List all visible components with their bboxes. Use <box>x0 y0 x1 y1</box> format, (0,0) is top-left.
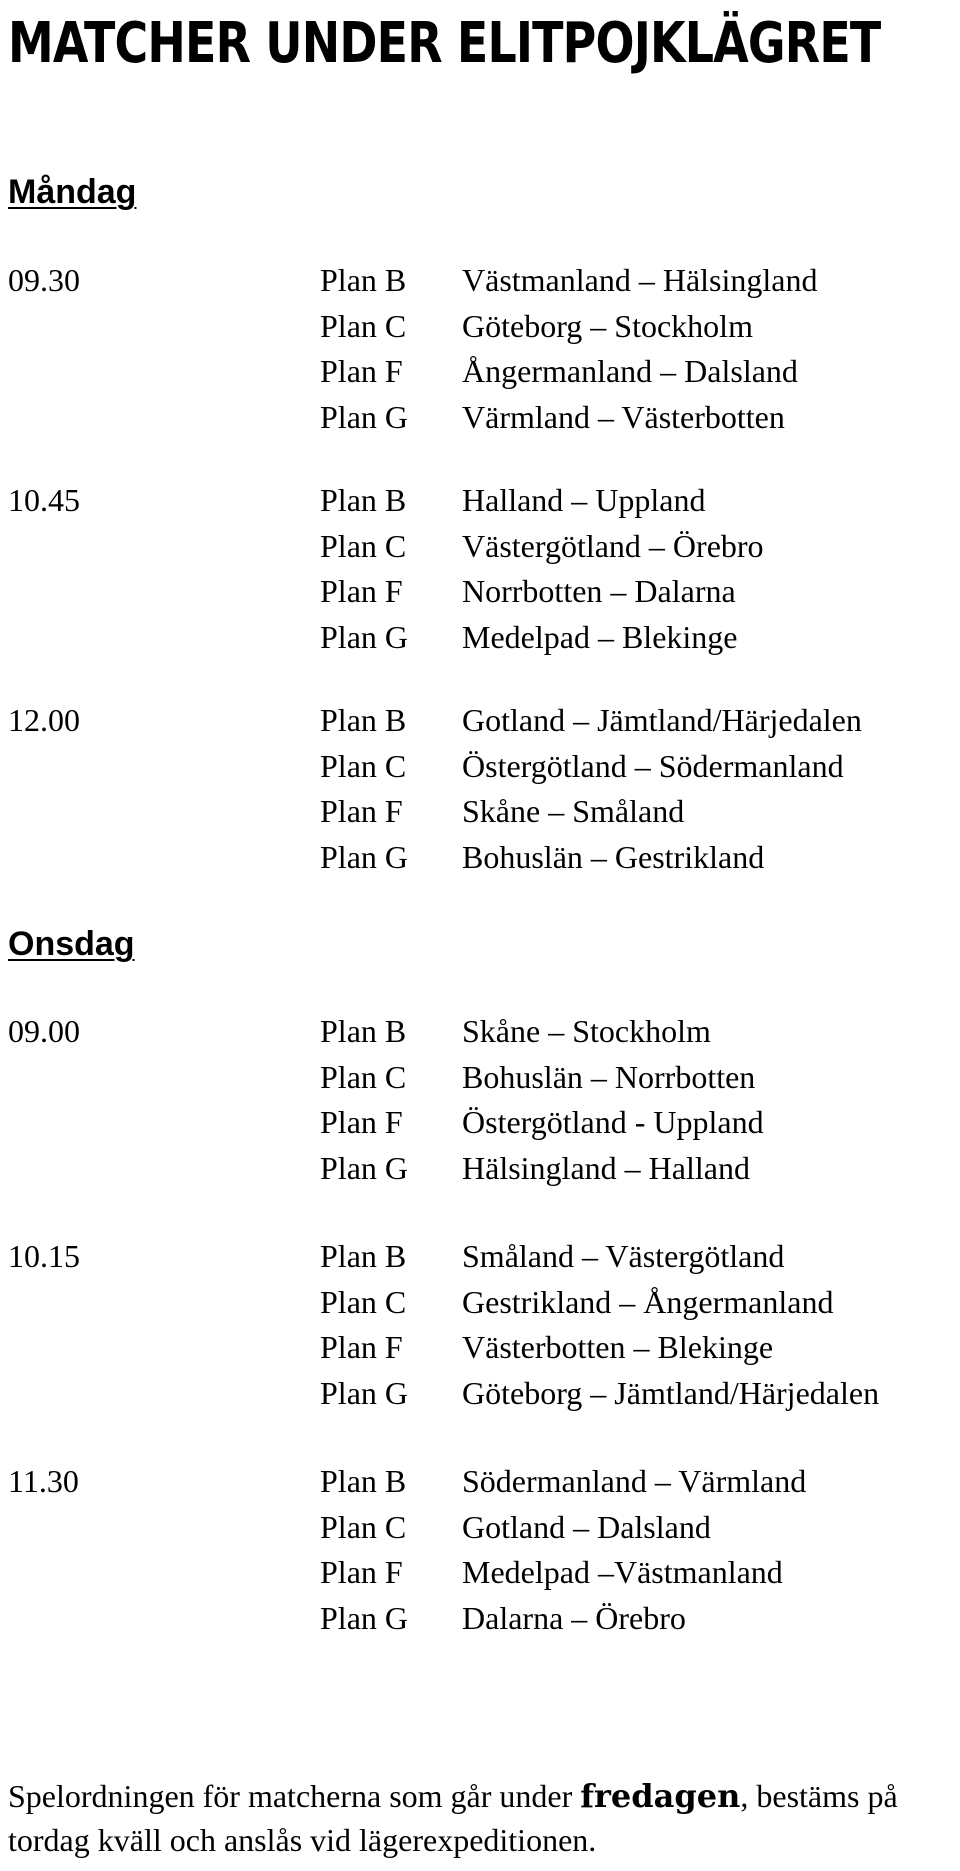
time-slot-mandag-3 <box>8 698 958 880</box>
field-label: Plan B <box>320 482 407 519</box>
field-label: Plan C <box>320 307 407 344</box>
match-teams: Skåne – Stockholm <box>462 1013 711 1050</box>
field-label: Plan B <box>320 702 407 739</box>
field-label: Plan C <box>320 747 407 784</box>
field-label: Plan F <box>320 573 403 610</box>
match-teams: Värmland – Västerbotten <box>462 398 785 435</box>
page-title: MATCHER UNDER ELITPOJKLÄGRET <box>8 11 881 76</box>
match-row <box>8 789 958 835</box>
field-label: Plan G <box>320 618 408 655</box>
field-label: Plan C <box>320 527 407 564</box>
match-teams: Skåne – Småland <box>462 793 685 830</box>
match-row <box>8 1596 958 1642</box>
match-row <box>8 1459 958 1505</box>
field-label: Plan F <box>320 793 403 830</box>
match-teams: Gotland – Jämtland/Härjedalen <box>462 702 862 739</box>
match-row <box>8 258 958 304</box>
match-teams: Småland – Västergötland <box>462 1238 785 1275</box>
match-row <box>8 569 958 615</box>
match-teams: Östergötland - Uppland <box>462 1104 764 1141</box>
match-row <box>8 1234 958 1280</box>
match-row <box>8 524 958 570</box>
match-teams: Medelpad – Blekinge <box>462 618 738 655</box>
match-row <box>8 698 958 744</box>
field-label: Plan G <box>320 1374 408 1411</box>
field-label: Plan F <box>320 1104 403 1141</box>
time-slot-mandag-2 <box>8 478 958 660</box>
field-label: Plan G <box>320 398 408 435</box>
match-row <box>8 1146 958 1192</box>
day-heading-onsdag: Onsdag <box>8 925 135 963</box>
field-label: Plan G <box>320 838 408 875</box>
match-row <box>8 744 958 790</box>
match-row <box>8 1325 958 1371</box>
match-teams: Göteborg – Stockholm <box>462 307 753 344</box>
match-teams: Norrbotten – Dalarna <box>462 573 736 610</box>
match-row <box>8 395 958 441</box>
match-teams: Hälsingland – Halland <box>462 1149 750 1186</box>
field-label: Plan B <box>320 1238 407 1275</box>
footer-emphasis: fredagen <box>580 1777 741 1815</box>
match-teams: Göteborg – Jämtland/Härjedalen <box>462 1374 880 1411</box>
match-teams: Södermanland – Värmland <box>462 1463 807 1500</box>
match-teams: Medelpad –Västmanland <box>462 1554 783 1591</box>
match-teams: Halland – Uppland <box>462 482 706 519</box>
time-slot-onsdag-1 <box>8 1009 958 1191</box>
day-heading-mandag: Måndag <box>8 173 137 211</box>
field-label: Plan B <box>320 1463 407 1500</box>
match-row <box>8 349 958 395</box>
footer-note <box>8 1774 958 1862</box>
time-label: 09.30 <box>8 262 80 299</box>
field-label: Plan C <box>320 1508 407 1545</box>
footer-text-end: , bestäms på tordag kväll och anslås vid lägerexpeditionen. <box>8 1778 898 1858</box>
match-row <box>8 1055 958 1101</box>
match-row <box>8 304 958 350</box>
match-teams: Dalarna – Örebro <box>462 1599 686 1636</box>
field-label: Plan C <box>320 1283 407 1320</box>
time-label: 10.15 <box>8 1238 80 1275</box>
field-label: Plan B <box>320 262 407 299</box>
match-teams: Östergötland – Södermanland <box>462 747 844 784</box>
match-teams: Västmanland – Hälsingland <box>462 262 818 299</box>
match-row <box>8 1505 958 1551</box>
field-label: Plan B <box>320 1013 407 1050</box>
match-teams: Gestrikland – Ångermanland <box>462 1283 834 1320</box>
time-slot-onsdag-3 <box>8 1459 958 1641</box>
match-teams: Gotland – Dalsland <box>462 1508 711 1545</box>
match-teams: Västergötland – Örebro <box>462 527 764 564</box>
time-label: 10.45 <box>8 482 80 519</box>
time-label: 09.00 <box>8 1013 80 1050</box>
field-label: Plan C <box>320 1058 407 1095</box>
field-label: Plan F <box>320 1554 403 1591</box>
time-label: 11.30 <box>8 1463 79 1500</box>
match-teams: Bohuslän – Gestrikland <box>462 838 765 875</box>
match-row <box>8 1100 958 1146</box>
time-label: 12.00 <box>8 702 80 739</box>
time-slot-onsdag-2 <box>8 1234 958 1416</box>
field-label: Plan F <box>320 1329 403 1366</box>
match-teams: Ångermanland – Dalsland <box>462 353 798 390</box>
field-label: Plan G <box>320 1599 408 1636</box>
match-row <box>8 1550 958 1596</box>
match-row <box>8 478 958 524</box>
match-row <box>8 1371 958 1417</box>
match-teams: Bohuslän – Norrbotten <box>462 1058 756 1095</box>
match-teams: Västerbotten – Blekinge <box>462 1329 774 1366</box>
footer-text-start: Spelordningen för matcherna som går under <box>8 1778 581 1814</box>
match-row <box>8 1009 958 1055</box>
match-row <box>8 835 958 881</box>
time-slot-mandag-1 <box>8 258 958 440</box>
field-label: Plan G <box>320 1149 408 1186</box>
match-row <box>8 615 958 661</box>
field-label: Plan F <box>320 353 403 390</box>
match-row <box>8 1280 958 1326</box>
